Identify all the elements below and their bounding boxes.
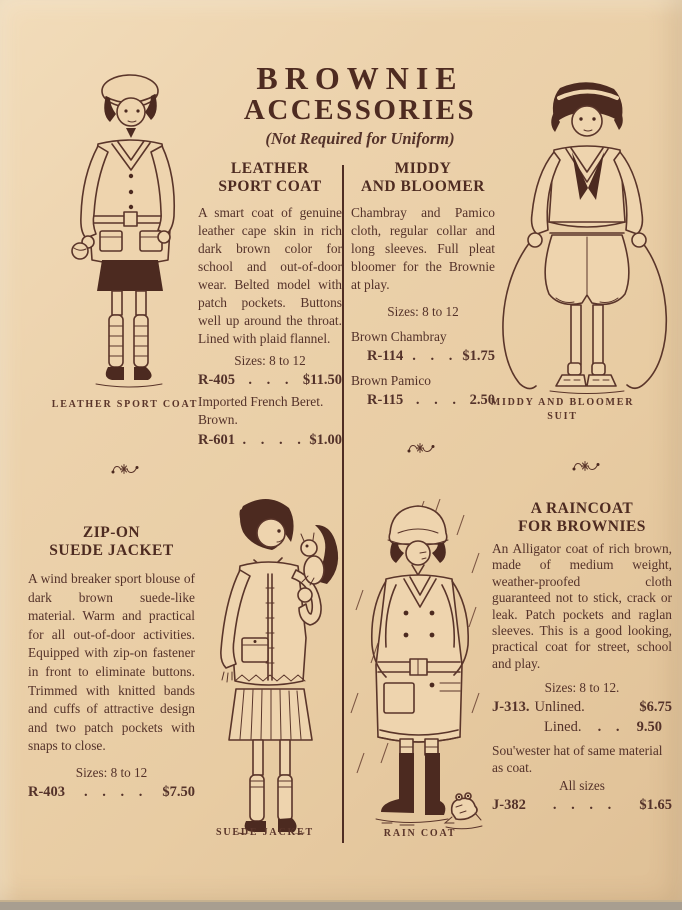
raincoat-body-text: An Alligator coat of rich brown, made of medium weight, weather-proofed cloth guaranteed not to stick, crack or leak. Patch pockets and raglan sleeves. This is a good looking, practical coat for street, school and play.: [492, 541, 672, 671]
price-dots: . . . .: [242, 432, 302, 448]
ornament-icon: [110, 461, 140, 477]
price-label: Unlined.: [534, 699, 585, 716]
suede-sizes: Sizes: 8 to 12: [75, 764, 148, 780]
suede-section: [28, 524, 195, 801]
scan-edge: [0, 900, 682, 910]
leather-illustration-caption: LEATHER SPORT COAT: [51, 399, 199, 410]
price-dots: . . . .: [84, 783, 144, 800]
suede-illustration-caption: SUEDE JACKET: [215, 827, 314, 838]
price-row: [351, 348, 495, 365]
price-dots: . . .: [412, 348, 454, 364]
price-row: [492, 797, 672, 814]
middy-section: [351, 160, 495, 409]
price-code: R-403: [28, 783, 66, 800]
page-title-line2: ACCESSORIES: [243, 94, 477, 126]
price-amount: $1.00: [309, 432, 342, 448]
price-dots: . . .: [415, 392, 457, 408]
raincoat-illustration-caption: RAIN COAT: [383, 828, 457, 839]
price-amount: $1.65: [639, 797, 672, 814]
price-row: [198, 432, 342, 449]
price-label: Lined.: [544, 719, 582, 736]
leather-coat-illustration: [50, 64, 202, 400]
page-subtitle: (Not Required for Uniform): [265, 129, 455, 148]
price-amount: $7.50: [162, 783, 195, 800]
price-code: J-313.: [492, 699, 530, 716]
price-code: R-114: [367, 348, 404, 364]
middy-sizes: Sizes: 8 to 12: [387, 304, 459, 319]
price-amount: 9.50: [636, 719, 662, 736]
leather-section: [198, 160, 342, 449]
raincoat-all-sizes: All sizes: [559, 778, 605, 794]
price-dots: . .: [597, 719, 621, 736]
price-row: [492, 699, 672, 716]
raincoat-section: [492, 500, 672, 814]
middy-variant1: Brown Chambray: [351, 329, 447, 344]
price-dots: . . . .: [552, 797, 613, 814]
suede-body-text: A wind breaker sport blouse of dark brown suede-like material. Warm and practical for all out-of-door activities. Equipped with zip-on fastener in front to eliminate buttons. Trimmed with knitted bands and cuffs of attractive design and two patch pockets with snaps to close.: [28, 571, 195, 754]
ornament-icon: [571, 458, 601, 474]
raincoat-heading: A RAINCOAT FOR BROWNIES: [518, 500, 646, 535]
middy-heading: MIDDY AND BLOOMER: [361, 160, 485, 195]
leather-note: Imported French Beret. Brown.: [198, 394, 324, 427]
price-amount: $6.75: [639, 699, 672, 716]
middy-bloomer-illustration: [492, 72, 678, 394]
leather-sizes: Sizes: 8 to 12: [234, 353, 306, 368]
page-title-block: [216, 62, 504, 150]
price-amount: 2.50: [469, 392, 495, 408]
raincoat-note: Sou'wester hat of same material as coat.: [492, 743, 663, 775]
raincoat-illustration: [348, 495, 494, 841]
price-row: [198, 372, 342, 389]
leather-heading: LEATHER SPORT COAT: [218, 160, 322, 195]
price-code: R-405: [198, 372, 236, 388]
price-row: [351, 392, 495, 409]
price-amount: $1.75: [462, 348, 495, 364]
leather-body-text: A smart coat of genuine leather cape skin in rich dark brown color for school and out-of-door wear. Belted model with patch pockets. Buttons well up around the throat. Lined with plaid flannel.: [198, 205, 342, 346]
middy-variant2: Brown Pamico: [351, 373, 431, 388]
price-code: J-382: [492, 797, 526, 814]
price-dots: . . .: [248, 372, 290, 388]
middy-body-text: Chambray and Pamico cloth, regular collar and long sleeves. Full pleat bloomer for the Brownie at play.: [351, 205, 495, 292]
price-code: R-601: [198, 432, 236, 448]
suede-heading: ZIP-ON SUEDE JACKET: [49, 524, 174, 559]
price-row: [28, 784, 195, 801]
page-title: BROWNIE: [256, 60, 464, 96]
middy-illustration-caption: MIDDY AND BLOOMER SUIT: [490, 397, 635, 422]
raincoat-sizes: Sizes: 8 to 12.: [544, 680, 620, 696]
suede-jacket-illustration: [196, 488, 348, 834]
price-row: [492, 719, 672, 736]
ornament-icon: [406, 440, 436, 456]
price-code: R-115: [367, 392, 404, 408]
price-amount: $11.50: [302, 372, 342, 388]
